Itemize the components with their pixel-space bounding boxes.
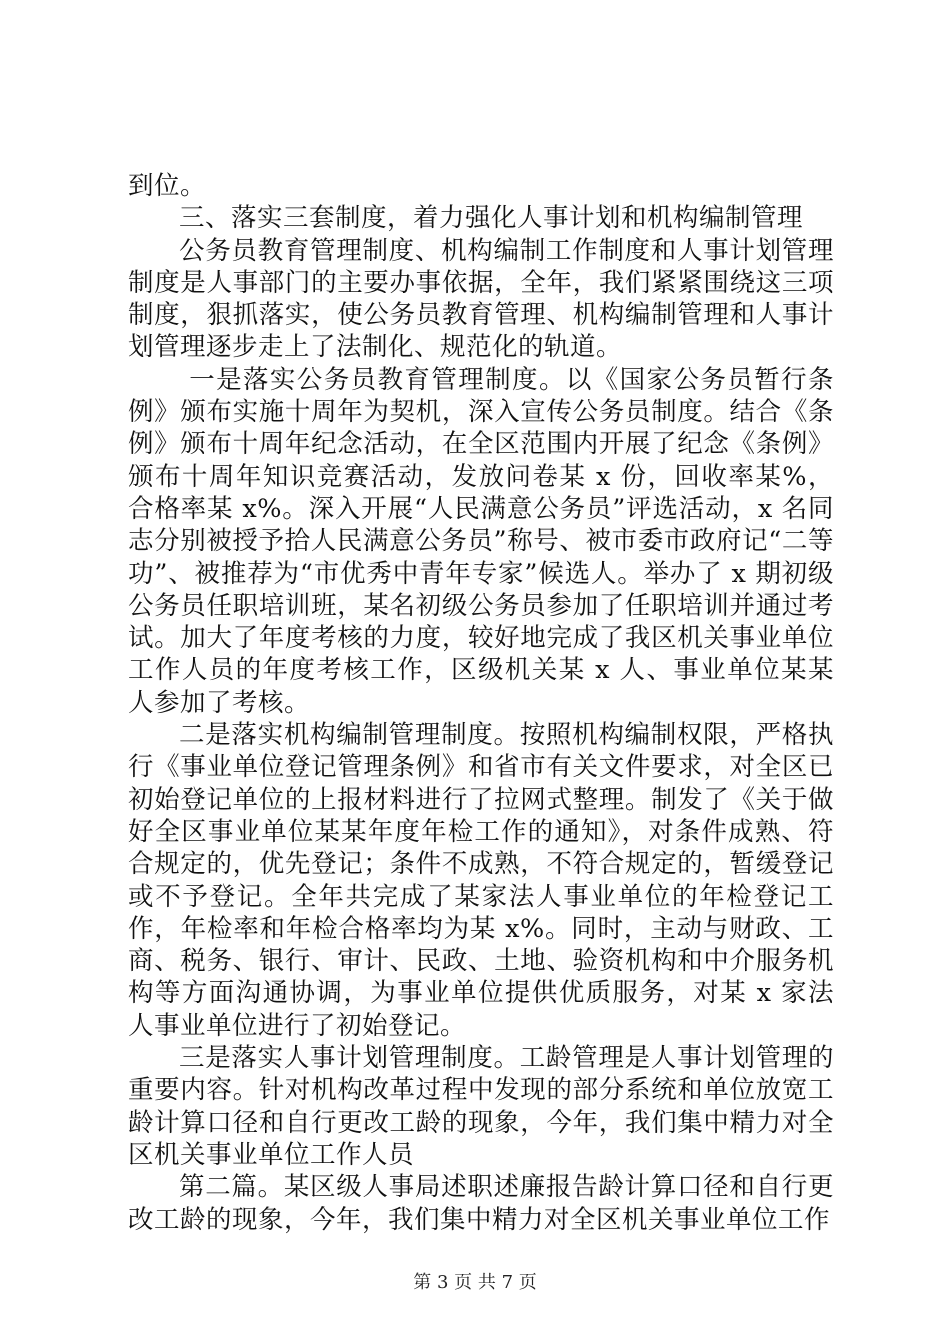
- document-body: [128, 170, 834, 1236]
- paragraph-second-article: 第二篇。某区级人事局述职述廉报告龄计算口径和自行更改工龄的现象，今年，我们集中精力对全区机关事业单位工作: [128, 1172, 834, 1235]
- paragraph-civil-servant-education: 一是落实公务员教育管理制度。以《国家公务员暂行条例》颁布实施十周年为契机，深入宣传公务员制度。结合《条例》颁布十周年纪念活动，在全区范围内开展了纪念《条例》颁布十周年知识竞赛活动，发放问卷某 x 份，回收率某%，合格率某 x%。深入开展“人民满意公务员”评选活动，x 名同志分别被授予拾人民满意公务员”称号、被市委市政府记“二等功”、被推荐为“市优秀中青年专家”候选人。举办了 x 期初级公务员任职培训班，某名初级公务员参加了任职培训并通过考试。加大了年度考核的力度，较好地完成了我区机关事业单位工作人员的年度考核工作，区级机关某 x 人、事业单位某某人参加了考核。: [128, 364, 834, 718]
- paragraph-personnel-planning: 三是落实人事计划管理制度。工龄管理是人事计划管理的重要内容。针对机构改革过程中发现的部分系统和单位放宽工龄计算口径和自行更改工龄的现象，今年，我们集中精力对全区机关事业单位工作人员: [128, 1043, 834, 1170]
- paragraph-organization-staffing: 二是落实机构编制管理制度。按照机构编制权限，严格执行《事业单位登记管理条例》和省市有关文件要求，对全区已初始登记单位的上报材料进行了拉网式整理。制发了《关于做好全区事业单位某某年度年检工作的通知》，对条件成熟、符合规定的，优先登记；条件不成熟，不符合规定的，暂缓登记或不予登记。全年共完成了某家法人事业单位的年检登记工作，年检率和年检合格率均为某 x%。同时，主动与财政、工商、税务、银行、审计、民政、土地、验资机构和中介服务机构等方面沟通协调，为事业单位提供优质服务，对某 x 家法人事业单位进行了初始登记。: [128, 720, 834, 1041]
- paragraph-continuation: 到位。: [128, 171, 207, 201]
- section-heading: 三、落实三套制度，着力强化人事计划和机构编制管理: [179, 203, 804, 234]
- page-number-footer: 第 3 页 共 7 页: [413, 1272, 537, 1293]
- paragraph-intro: 公务员教育管理制度、机构编制工作制度和人事计划管理制度是人事部门的主要办事依据，全年，我们紧紧围绕这三项制度，狠抓落实，使公务员教育管理、机构编制管理和人事计划管理逐步走上了法制化、规范化的轨道。: [128, 235, 834, 363]
